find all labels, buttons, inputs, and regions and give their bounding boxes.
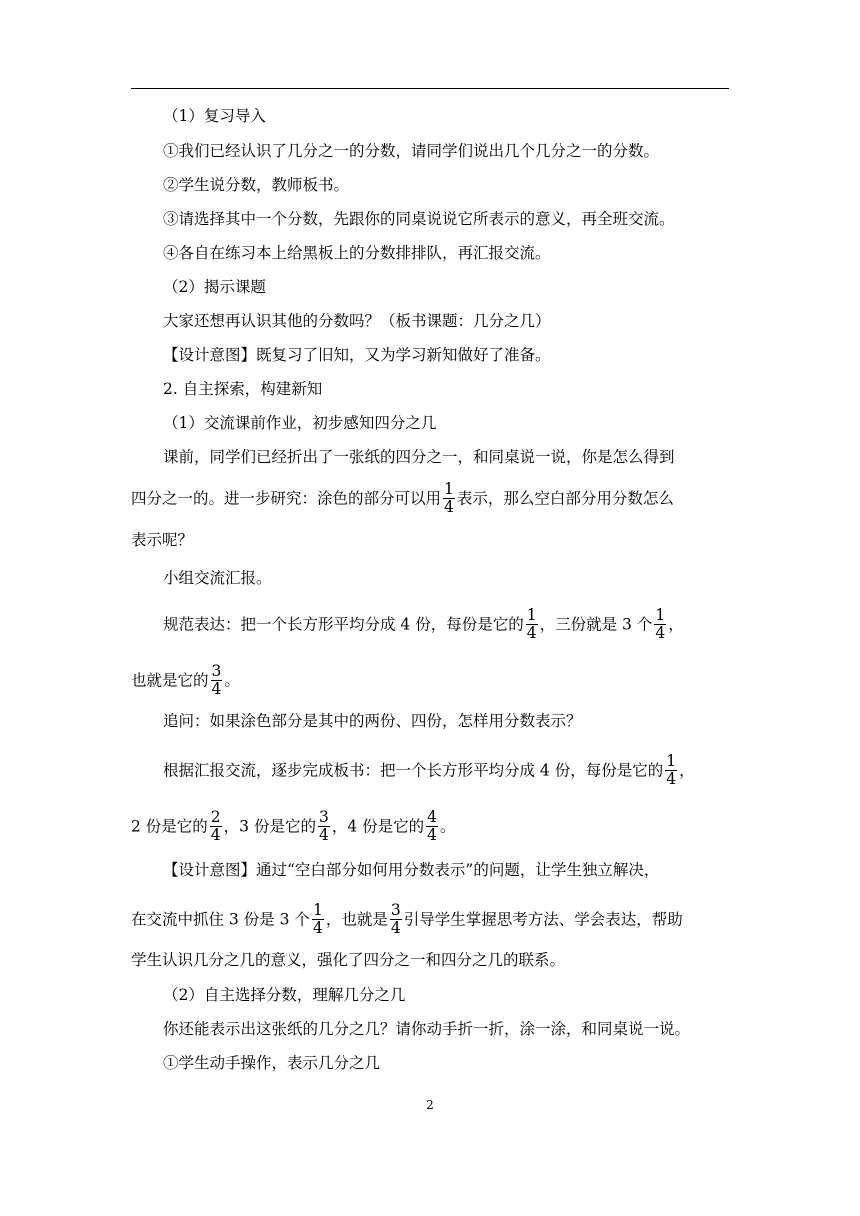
paragraph-also-three-quarters [131,664,240,699]
text-segment: 根据汇报交流，逐步完成板书：把一个长方形平均分成 4 份，每份是它的 [163,761,664,780]
paragraph-step-4: ④各自在练习本上给黑板上的分数排排队，再汇报交流。 [163,244,551,262]
paragraph-parts [131,810,456,845]
fraction-one-quarter [526,607,538,642]
fraction-one-quarter [443,481,455,516]
fraction-denominator: 4 [666,770,677,788]
text-segment: 。 [440,817,456,836]
text-segment: 。 [224,671,240,690]
text-segment: 规范表达：把一个长方形平均分成 4 份，每份是它的 [163,615,524,634]
fraction-denominator: 4 [210,826,221,844]
paragraph-follow-up: 追问：如果涂色部分是其中的两份、四份，怎样用分数表示？ [163,712,582,730]
paragraph-section-2: 2. 自主探索，构建新知 [163,380,323,398]
fraction-numerator: 3 [390,901,401,919]
fraction-numerator: 3 [318,808,329,826]
fraction-two-quarters [210,809,222,844]
fraction-denominator: 4 [211,680,222,698]
paragraph-step-1: ①我们已经认识了几分之一的分数，请同学们说出几个几分之一的分数。 [163,142,660,160]
text-segment: 四分之一的。进一步研究：涂色的部分可以用 [131,489,442,508]
fraction-numerator: 1 [666,752,677,770]
paragraph-grasp [131,903,683,938]
paragraph-class-before: 课前，同学们已经折出了一张纸的四分之一，和同桌说一说，你是怎么得到 [163,448,675,466]
fraction-denominator: 4 [318,826,329,844]
fraction-denominator: 4 [390,919,401,937]
paragraph-reveal-question: 大家还想再认识其他的分数吗？（板书课题：几分之几） [163,312,551,330]
paragraph-choose-fraction-heading: （2）自主选择分数，理解几分之几 [163,986,406,1004]
fraction-denominator: 4 [312,919,323,937]
fraction-denominator: 4 [526,624,537,642]
fraction-numerator: 1 [312,901,323,919]
fraction-three-quarters [390,902,402,937]
text-segment: 表示，那么空白部分用分数怎么 [456,489,674,508]
page-number: 2 [426,1098,434,1112]
fraction-three-quarters [211,663,223,698]
paragraph-further-study [131,482,674,517]
paragraph-design-intent-1: 【设计意图】既复习了旧知，又为学习新知做好了准备。 [163,346,551,364]
paragraph-hands-on: ①学生动手操作，表示几分之几 [163,1054,381,1072]
fraction-one-quarter [665,753,677,788]
text-segment: 2 份是它的 [131,817,208,836]
text-segment: ，三份就是 3 个 [539,615,653,634]
fraction-denominator: 4 [655,624,666,642]
paragraph-standard-expression [163,608,684,643]
text-segment: ，3 份是它的 [223,817,316,836]
paragraph-meaning: 学生认识几分之几的意义，强化了四分之一和四分之几的联系。 [131,951,566,969]
fraction-numerator: 4 [427,808,438,826]
fraction-one-quarter [312,902,324,937]
fraction-denominator: 4 [444,498,454,516]
paragraph-group-report: 小组交流汇报。 [163,569,272,587]
fraction-numerator: 1 [526,606,537,624]
text-segment: ，4 份是它的 [331,817,425,836]
header-rule [131,88,729,89]
paragraph-exchange-heading: （1）交流课前作业，初步感知四分之几 [163,414,437,432]
paragraph-fold-question: 你还能表示出这张纸的几分之几？请你动手折一折，涂一涂，和同桌说一说。 [163,1020,691,1038]
fraction-numerator: 2 [210,808,221,826]
paragraph-reveal-heading: （2）揭示课题 [163,278,266,296]
text-segment: ， [668,615,684,634]
paragraph-step-3: ③请选择其中一个分数，先跟你的同桌说说它所表示的意义，再全班交流。 [163,210,675,228]
fraction-numerator: 1 [655,606,666,624]
fraction-three-quarters [318,809,330,844]
paragraph-step-2: ②学生说分数，教师板书。 [163,176,350,194]
text-segment: ， [679,761,695,780]
paragraph-review-heading: （1）复习导入 [163,107,266,125]
fraction-one-quarter [654,607,666,642]
paragraph-express: 表示呢？ [131,531,194,549]
fraction-numerator: 1 [444,480,454,498]
text-segment: ，也就是 [325,910,388,929]
text-segment: 在交流中抓住 3 份是 3 个 [131,910,310,929]
fraction-four-quarters [426,809,438,844]
fraction-numerator: 3 [211,662,222,680]
paragraph-design-intent-2: 【设计意图】通过“空白部分如何用分数表示”的问题，让学生独立解决， [163,861,660,879]
text-segment: 也就是它的 [131,671,209,690]
fraction-denominator: 4 [427,826,438,844]
text-segment: 引导学生掌握思考方法、学会表达，帮助 [403,910,683,929]
paragraph-board-writing [163,754,695,789]
